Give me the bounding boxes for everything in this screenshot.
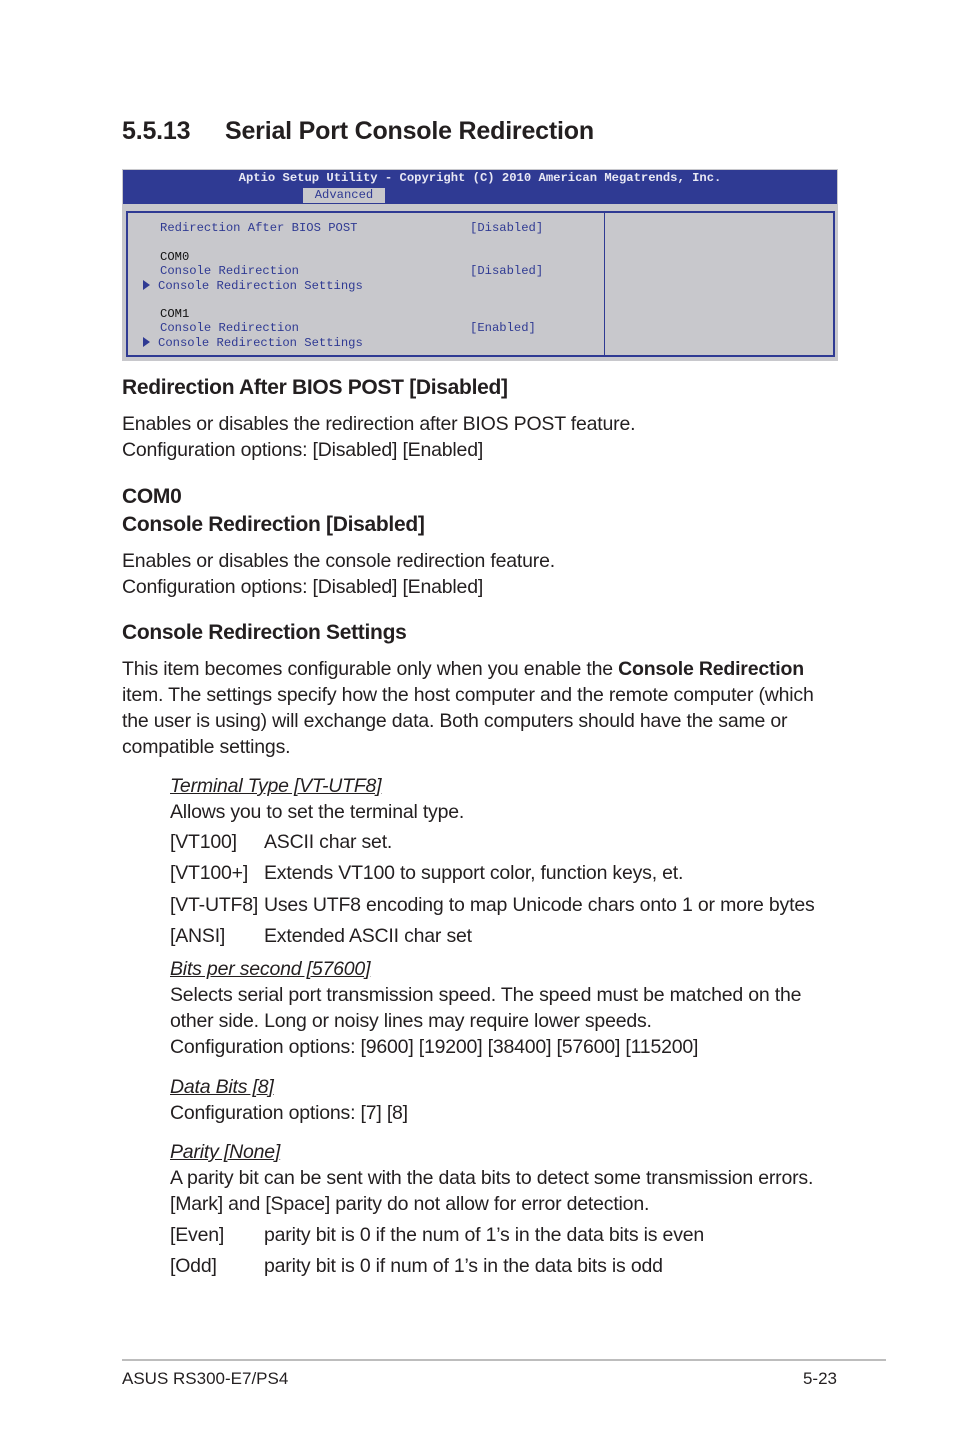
redirection-post-options: Configuration options: [Disabled] [Enabled] — [122, 439, 484, 461]
bios-value-com0-console-redirection[interactable]: [Disabled] — [470, 264, 544, 278]
option-desc: parity bit is 0 if num of 1’s in the data bits is odd — [264, 1255, 663, 1277]
bps-line-1: Selects serial port transmission speed. The speed must be matched on the — [170, 984, 802, 1006]
terminal-type-desc: Allows you to set the terminal type. — [170, 801, 465, 823]
bios-title: Aptio Setup Utility - Copyright (C) 2010 American Megatrends, Inc. — [238, 171, 722, 185]
bios-panel-divider — [604, 213, 605, 355]
bios-screen — [122, 169, 838, 361]
section-title: Serial Port Console Redirection — [225, 117, 594, 145]
bios-value-com1-console-redirection[interactable]: [Enabled] — [470, 321, 536, 335]
crs-bold-term: Console Redirection — [618, 658, 804, 680]
bios-item-redirection-after-post[interactable]: Redirection After BIOS POST — [160, 221, 358, 235]
option-desc: Extends VT100 to support color, function keys, et. — [264, 862, 684, 884]
com0-console-redirection-heading: Console Redirection [Disabled] — [122, 513, 425, 536]
databits-options: Configuration options: [7] [8] — [170, 1102, 408, 1124]
terminal-option-row — [170, 925, 850, 949]
option-key: [VT100+] — [170, 862, 249, 884]
terminal-option-row — [170, 831, 850, 855]
submenu-arrow-icon — [143, 337, 150, 347]
crs-paragraph-line-1 — [122, 656, 804, 682]
option-key: [Even] — [170, 1224, 225, 1246]
option-desc: ASCII char set. — [264, 831, 393, 853]
crs-heading: Console Redirection Settings — [122, 621, 407, 644]
crs-paragraph-line-2: item. The settings specify how the host computer and the remote computer (which — [122, 684, 814, 706]
option-key: [VT-UTF8] — [170, 894, 259, 916]
bios-item-com0-console-redirection-settings[interactable] — [143, 279, 363, 293]
databits-title: Data Bits [8] — [170, 1076, 274, 1098]
footer-rule — [122, 1359, 886, 1361]
redirection-post-heading: Redirection After BIOS POST [Disabled] — [122, 376, 508, 399]
section-heading — [122, 117, 594, 146]
bios-value-redirection-after-post[interactable]: [Disabled] — [470, 221, 544, 235]
bps-line-2: other side. Long or noisy lines may require lower speeds. — [170, 1010, 652, 1032]
parity-option-row — [170, 1224, 850, 1248]
bps-title: Bits per second [57600] — [170, 958, 371, 980]
bios-item-label: Console Redirection Settings — [158, 279, 363, 293]
redirection-post-desc: Enables or disables the redirection after BIOS POST feature. — [122, 413, 636, 435]
footer-page-number: 5-23 — [802, 1369, 837, 1388]
bios-item-com0-console-redirection[interactable]: Console Redirection — [160, 264, 299, 278]
crs-paragraph-line-3: the user is using) will exchange data. Both computers should have the same or — [122, 710, 788, 732]
com0-options: Configuration options: [Disabled] [Enabled] — [122, 576, 484, 598]
bps-options: Configuration options: [9600] [19200] [38400] [57600] [115200] — [170, 1036, 699, 1058]
bios-group-com0: COM0 — [160, 250, 190, 264]
parity-option-row — [170, 1255, 850, 1279]
footer-product: ASUS RS300-E7/PS4 — [122, 1369, 289, 1388]
com0-heading: COM0 — [122, 485, 182, 508]
com0-desc: Enables or disables the console redirection feature. — [122, 550, 555, 572]
terminal-option-row — [170, 862, 850, 886]
section-number: 5.5.13 — [122, 117, 191, 145]
option-desc: Extended ASCII char set — [264, 925, 472, 947]
option-key: [ANSI] — [170, 925, 226, 947]
crs-paragraph-line-4: compatible settings. — [122, 736, 291, 758]
parity-line-2: [Mark] and [Space] parity do not allow for error detection. — [170, 1193, 650, 1215]
bios-item-com1-console-redirection[interactable]: Console Redirection — [160, 321, 299, 335]
crs-text: This item becomes configurable only when you enable the — [122, 658, 619, 680]
submenu-arrow-icon — [143, 280, 150, 290]
option-desc: Uses UTF8 encoding to map Unicode chars onto 1 or more bytes — [264, 894, 815, 916]
bios-item-com1-console-redirection-settings[interactable] — [143, 336, 363, 350]
option-desc: parity bit is 0 if the num of 1’s in the data bits is even — [264, 1224, 705, 1246]
bios-group-com1: COM1 — [160, 307, 190, 321]
option-key: [VT100] — [170, 831, 237, 853]
bios-header — [123, 170, 837, 204]
bios-item-label: Console Redirection Settings — [158, 336, 363, 350]
bios-tab-advanced[interactable]: Advanced — [303, 188, 385, 203]
bios-panel — [126, 211, 835, 357]
parity-title: Parity [None] — [170, 1141, 281, 1163]
terminal-option-row — [170, 894, 850, 918]
option-key: [Odd] — [170, 1255, 217, 1277]
terminal-type-title: Terminal Type [VT-UTF8] — [170, 775, 382, 797]
parity-line-1: A parity bit can be sent with the data bits to detect some transmission errors. — [170, 1167, 814, 1189]
